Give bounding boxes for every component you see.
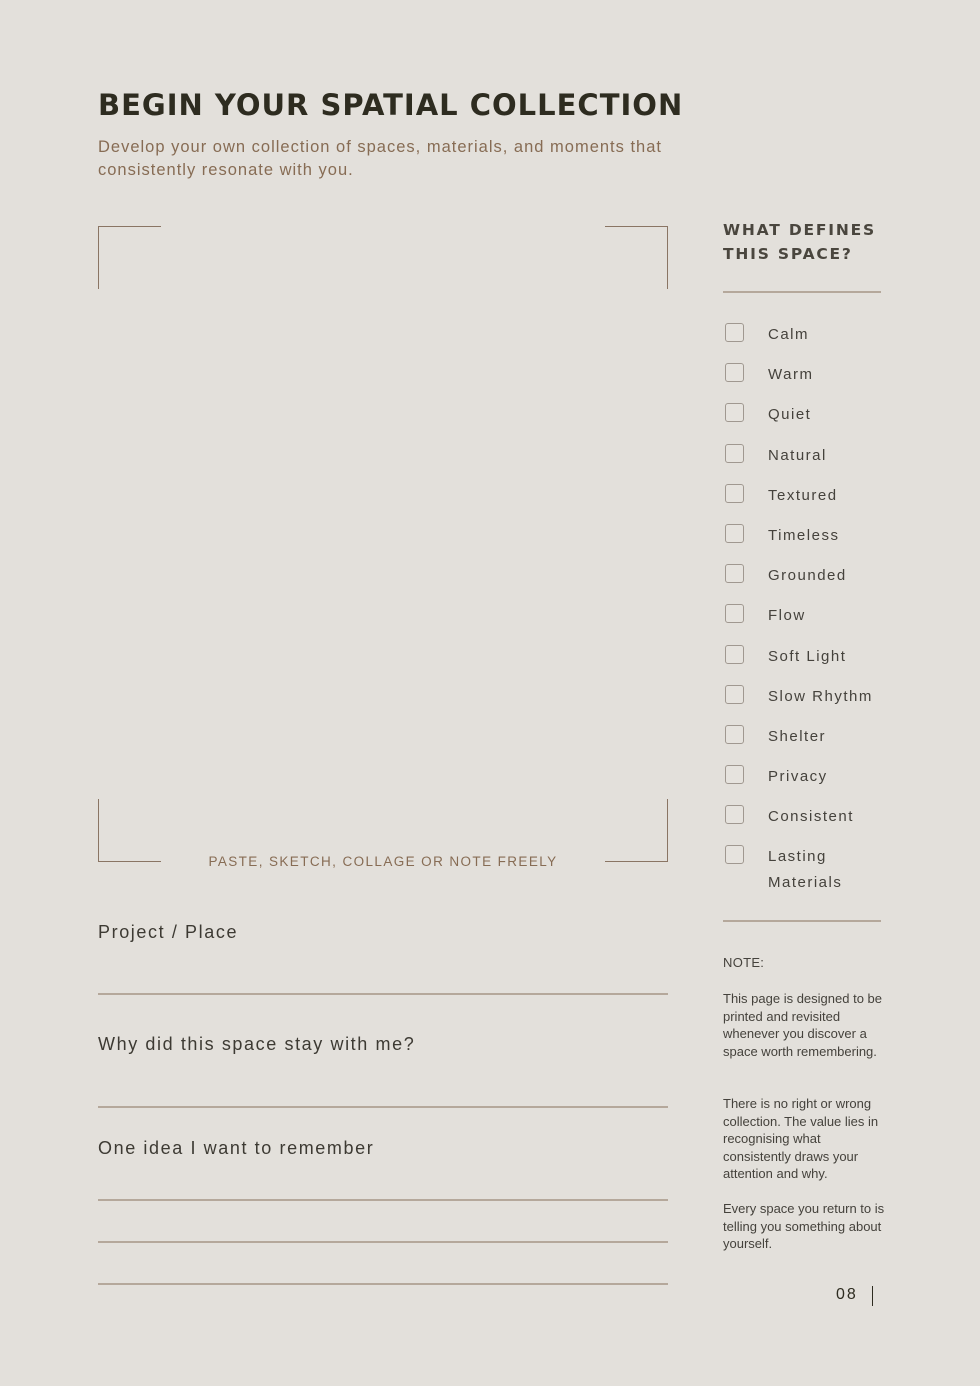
checkbox[interactable] [725,564,744,583]
checklist-label: Shelter [768,727,827,745]
field-label-why-stay: Why did this space stay with me? [98,1034,416,1054]
checklist-label: Warm [768,366,814,384]
checkbox[interactable] [725,323,744,342]
checklist-item-grounded[interactable] [725,563,895,603]
checklist-item-textured[interactable] [725,483,895,523]
checklist-label: Calm [768,326,810,343]
writing-line-idea-2[interactable] [98,1241,668,1243]
field-label-project-place: Project / Place [98,922,239,942]
checkbox[interactable] [725,524,744,543]
checklist-label: Lasting Materials [768,848,843,892]
checkbox[interactable] [725,725,744,744]
page-subtitle: Develop your own collection of spaces, materials, and moments that consistently resonate with you. [98,138,662,179]
checklist-label: Slow Rhythm [768,687,873,705]
checkbox[interactable] [725,403,744,422]
checklist-item-privacy[interactable] [725,764,895,804]
checklist-label: Textured [768,486,838,504]
checklist-item-lasting-materials[interactable] [725,844,895,892]
checklist-item-slow-rhythm[interactable] [725,684,895,724]
page-number: 08 [836,1286,858,1303]
sidebar-divider-bottom [723,920,881,922]
checklist-label: Natural [768,446,827,464]
writing-line-idea-3[interactable] [98,1283,668,1285]
checkbox[interactable] [725,805,744,824]
sidebar-divider-top [723,291,881,293]
checklist-item-quiet[interactable] [725,402,895,442]
checklist-label: Privacy [768,768,828,786]
writing-line-idea-1[interactable] [98,1199,668,1201]
checkbox[interactable] [725,645,744,664]
frame-corner-bottom-left [98,799,161,862]
checklist-label: Quiet [768,406,812,424]
field-label-idea: One idea I want to remember [98,1138,375,1158]
checklist-item-calm[interactable] [725,322,895,362]
checkbox[interactable] [725,444,744,463]
collage-caption: PASTE, SKETCH, COLLAGE OR NOTE FREELY [208,854,558,869]
checklist-item-natural[interactable] [725,443,895,483]
checklist-item-consistent[interactable] [725,804,895,844]
checklist-label: Grounded [768,567,847,585]
frame-corner-bottom-right [605,799,668,862]
note-paragraph: Every space you return to is telling you something about yourself. [723,1201,885,1251]
note-title: NOTE: [723,955,765,970]
page-title: BEGIN YOUR SPATIAL COLLECTION [98,88,684,122]
note-paragraph: This page is designed to be printed and revisited whenever you discover a space worth remembering. [723,991,882,1059]
checklist-label: Soft Light [768,647,847,665]
checkbox[interactable] [725,685,744,704]
sidebar-heading: WHAT DEFINES THIS SPACE? [723,221,876,263]
checklist-label: Timeless [768,526,840,544]
checkbox[interactable] [725,845,744,864]
writing-line-project-place[interactable] [98,993,668,995]
frame-corner-top-left [98,226,161,289]
frame-corner-top-right [605,226,668,289]
checklist-item-soft-light[interactable] [725,644,895,684]
checklist-label: Consistent [768,808,854,826]
checkbox[interactable] [725,765,744,784]
checklist-label: Flow [768,607,806,625]
writing-line-why-stay[interactable] [98,1106,668,1108]
checkbox[interactable] [725,484,744,503]
checkbox[interactable] [725,604,744,623]
checklist-item-flow[interactable] [725,603,895,643]
checklist-item-shelter[interactable] [725,724,895,764]
note-paragraph: There is no right or wrong collection. The value lies in recognising what consistently draws your attention and why. [723,1096,879,1181]
checkbox[interactable] [725,363,744,382]
page-number-divider [872,1286,873,1306]
collage-area[interactable] [98,226,668,869]
checklist-item-warm[interactable] [725,362,895,402]
checklist-item-timeless[interactable] [725,523,895,563]
attribute-checklist [725,322,895,892]
